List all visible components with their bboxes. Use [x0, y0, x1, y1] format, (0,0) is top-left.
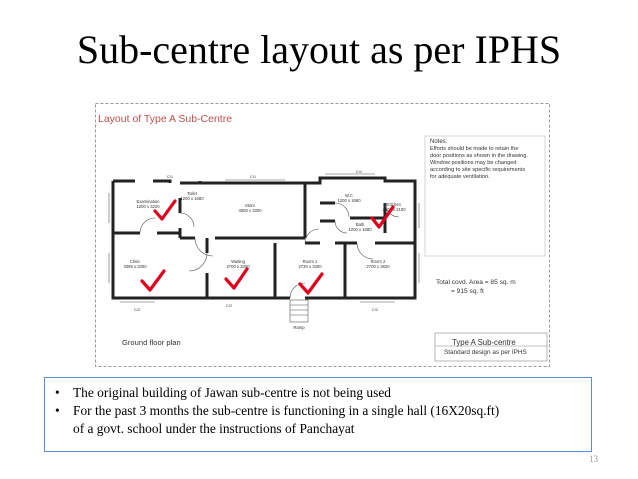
room-label-room2: Room 2	[370, 259, 386, 264]
room-label-room1: Room 1	[302, 259, 318, 264]
notes-line: Efforts should be made to retain the	[430, 146, 519, 152]
section-mark: C/2	[133, 307, 141, 312]
bullet-box	[44, 377, 592, 452]
stamp-subtitle: Standard design as per IPHS	[444, 349, 527, 356]
room-size-store: 4050 x 3300	[238, 208, 262, 213]
room-size-toilet: 1200 x 1680	[180, 196, 204, 201]
page-number: 13	[589, 454, 598, 464]
slide-title: Sub-centre layout as per IPHS	[76, 27, 562, 72]
total-area-sqft: = 915 sq. ft	[451, 288, 484, 295]
room-size-clinic: 3395 x 3300	[123, 264, 147, 269]
floor-plan-drawing	[95, 103, 550, 367]
room-label-toilet: Toilet	[187, 191, 197, 196]
notes-line: Window positions may be changed	[430, 160, 517, 166]
section-mark: C/1	[355, 169, 363, 174]
total-area-sqm: Total covd. Area = 85 sq. m	[436, 279, 516, 286]
bullet-text: The original building of Jawan sub-centre is not being used	[73, 385, 391, 400]
room-size-bath: 1200 x 1680	[348, 227, 372, 232]
room-label-waiting: Waiting	[231, 259, 245, 264]
bullet-text: For the past 3 months the sub-centre is functioning in a single hall (16X20sq.ft)	[73, 403, 500, 418]
ground-floor-label: Ground floor plan	[122, 338, 181, 347]
room-size-kitchen: 2000 x 2100	[382, 207, 406, 212]
notes-line: door positions as shown in the drawing.	[430, 153, 528, 159]
notes-line: for adequate ventilation.	[430, 174, 490, 180]
room-size-wc: 1200 x 1680	[337, 198, 361, 203]
bullet-continuation	[55, 420, 355, 437]
section-mark: C/1	[249, 174, 257, 179]
room-label-ramp: Ramp	[293, 325, 305, 330]
plan-frame	[96, 104, 550, 367]
plan-heading: Layout of Type A Sub-Centre	[98, 113, 233, 125]
room-label-store: Store	[244, 203, 256, 208]
bullet-text: of a govt. school under the instructions of Panchayat	[73, 421, 355, 436]
bullet-item	[55, 384, 391, 401]
notes-title: Notes:	[430, 139, 448, 145]
bullet-item	[55, 402, 499, 419]
bullet-dot-icon: •	[55, 403, 60, 418]
section-mark: C/1	[166, 174, 174, 179]
room-size-examination: 1200 x 3220	[136, 204, 160, 209]
room-label-kitchen: Kitchen	[387, 202, 401, 207]
notes-line: according to site specific requirements	[430, 167, 526, 173]
room-size-room1: 2730 x 3300	[298, 264, 322, 269]
room-size-waiting: 2700 x 3300	[226, 264, 250, 269]
stamp-title: Type A Sub-centre	[452, 338, 516, 347]
room-label-clinic: Clinic	[129, 259, 141, 264]
bullet-dot-icon: •	[55, 385, 60, 400]
room-label-bath: Bath	[355, 222, 365, 227]
room-size-room2: 2700 x 3820	[366, 264, 390, 269]
room-label-wc: W.C	[345, 193, 353, 198]
section-mark: C/2	[371, 307, 379, 312]
room-label-examination: Examination	[136, 199, 160, 204]
floor-plan-figure	[95, 103, 550, 367]
section-mark: C/2	[225, 303, 233, 308]
